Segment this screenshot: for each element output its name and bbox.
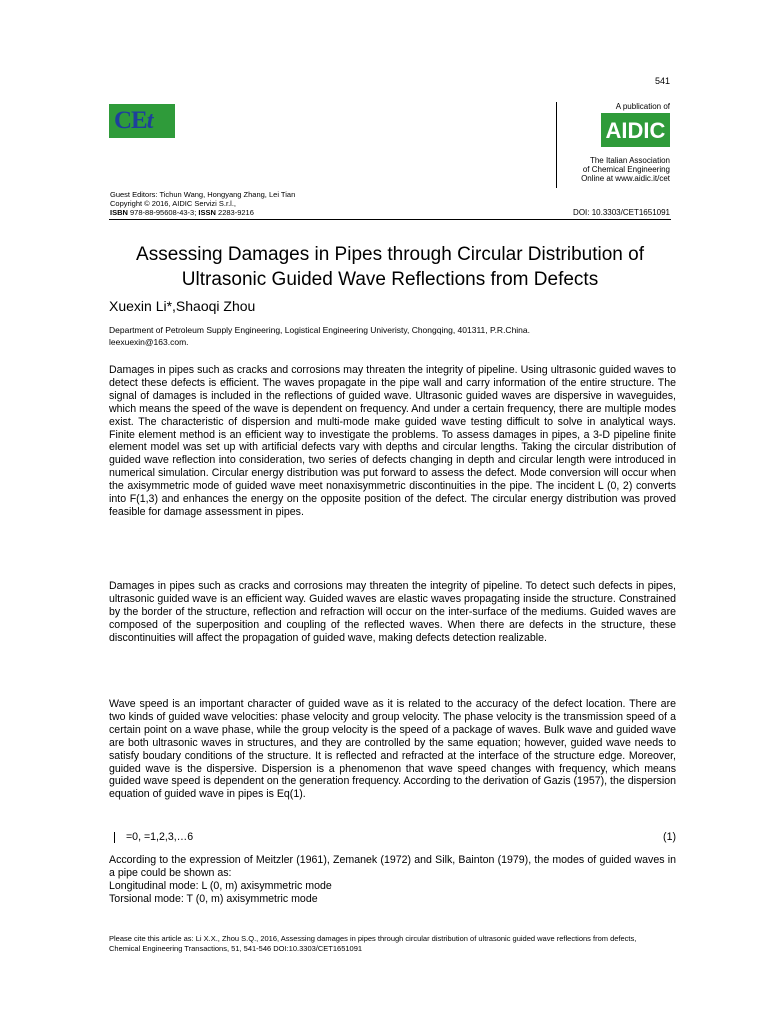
editorial-info (110, 190, 295, 217)
guest-editors: Guest Editors: Tichun Wang, Hongyang Zhang, Lei Tian (110, 190, 296, 199)
affiliation-block (109, 324, 669, 348)
page-number: 541 (655, 76, 671, 86)
author-email: leexuexin@163.com. (109, 337, 189, 347)
doi: DOI: 10.3303/CET1651091 (573, 208, 670, 217)
issn-label: ISSN (198, 208, 216, 217)
equation-number: (1) (663, 831, 676, 843)
abstract-paragraph: Damages in pipes such as cracks and corrosions may threaten the integrity of pipeline. Using ultrasonic guided waves to detect these defects is efficient. The waves propagate in the pipe wall and carry information of the entire structure. The signal of damages is included in the reflections of guided wave. Ultrasonic guided waves are dispersive in waveguides, which means the speed of the wave is dependent on frequency. And under a certain frequency, there are multiple modes exist. The characteristic of dispersion and multi-mode make guided wave testing difficult to solve in analytical ways. Finite element method is an efficient way to investigate the problems. To assess damages in pipes, a 3-D pipeline finite element model was set up with artificial defects vary with depths and circular lengths. Taking the circular distribution of guided wave reflection into consideration, two series of defects changing in depth and circular length were introduced in numerical simulation. Circular energy distribution was put forward to assess the defect. Mode conversion will occur when the axisymmetric mode of guided wave meet nonaxisymmetric discontinuities in the pipe. The incident L (0, 2) converts into F(1,3) and enhances the energy on the opposite position of the defect. The circular energy distribution was proved feasible for damage assessment in pipes. (109, 364, 676, 518)
issn: 2283-9216 (218, 208, 254, 217)
introduction-paragraph: Damages in pipes such as cracks and corrosions may threaten the integrity of pipeline. To detect such defects in pipes, ultrasonic guided wave is an efficient way. Guided waves are elastic waves propagating inside the structure. Constrained by the border of the structure, reflection and refraction will occur on the inter-surface of the mediums. Guided waves are composed of the superposition and coupling of the reflected waves. When there are defects in the structure, these discontinuities will affect the propagation of guided wave, making defects detection realizable. (109, 580, 676, 644)
equation-1 (109, 831, 676, 845)
association-info (560, 156, 670, 183)
header-divider (556, 102, 557, 188)
torsional-mode: Torsional mode: T (0, m) axisymmetric mode (109, 892, 318, 905)
isbn: 978-88-95608-43-3; (130, 208, 197, 217)
cet-logo: CEt (109, 104, 175, 138)
header-rule (109, 219, 671, 220)
aidic-logo: AIDIC (601, 113, 670, 147)
longitudinal-mode: Longitudinal mode: L (0, m) axisymmetric mode (109, 879, 332, 892)
affiliation: Department of Petroleum Supply Engineering, Logistical Engineering Univeristy, Chongqing, 401311, P.R.China. (109, 325, 530, 335)
modes-paragraph (109, 854, 676, 906)
wave-speed-paragraph: Wave speed is an important character of guided wave as it is related to the accuracy of the defect location. There are two kinds of guided wave velocities: phase velocity and group velocity. The phase velocity is the transmission speed of a certain point on a wave phase, while the group velocity is the speed of a package of waves. Bulk wave and guided wave are both ultrasonic waves in structures, and they are controlled by the same equation; however, guided wave needs to satisfy boudary conditions of the structure. It is reflected and refracted at the interface of the structure edge. Moreover, guided wave is the dispersive. Dispersion is a phenomenon that wave speed changes with frequency, which means guided wave speed is dependent on the generation frequency. According to the derivation of Gazis (1957), the dispersion equation of guided wave in pipes is Eq(1). (109, 698, 676, 801)
association-line: The Italian Association (589, 156, 670, 165)
association-line: of Chemical Engineering (582, 165, 670, 174)
article-title: Assessing Damages in Pipes through Circular Distribution of Ultrasonic Guided Wave Reflections from Defects (136, 244, 644, 290)
isbn-label: ISBN (110, 208, 128, 217)
authors: Xuexin Li*,Shaoqi Zhou (109, 298, 256, 314)
citation-footer: Please cite this article as: Li X.X., Zhou S.Q., 2016, Assessing damages in pipes through circular distribution of ultrasonic guided wave reflections from defects, Chemical Engineering Transactions, 51, 541-546 DOI:10.3303/CET1651091 (109, 934, 637, 953)
copyright: Copyright © 2016, AIDIC Servizi S.r.l., (110, 199, 236, 208)
isbn-issn (110, 208, 295, 217)
equation-text: =0, =1,2,3,…6 (126, 831, 194, 843)
association-url: Online at www.aidic.it/cet (581, 174, 670, 183)
modes-intro: According to the expression of Meitzler (1961), Zemanek (1972) and Silk, Bainton (1979), the modes of guided waves in a pipe could be shown as: (109, 854, 676, 879)
equation-bar (114, 832, 115, 843)
publication-of-label: A publication of (615, 102, 670, 111)
